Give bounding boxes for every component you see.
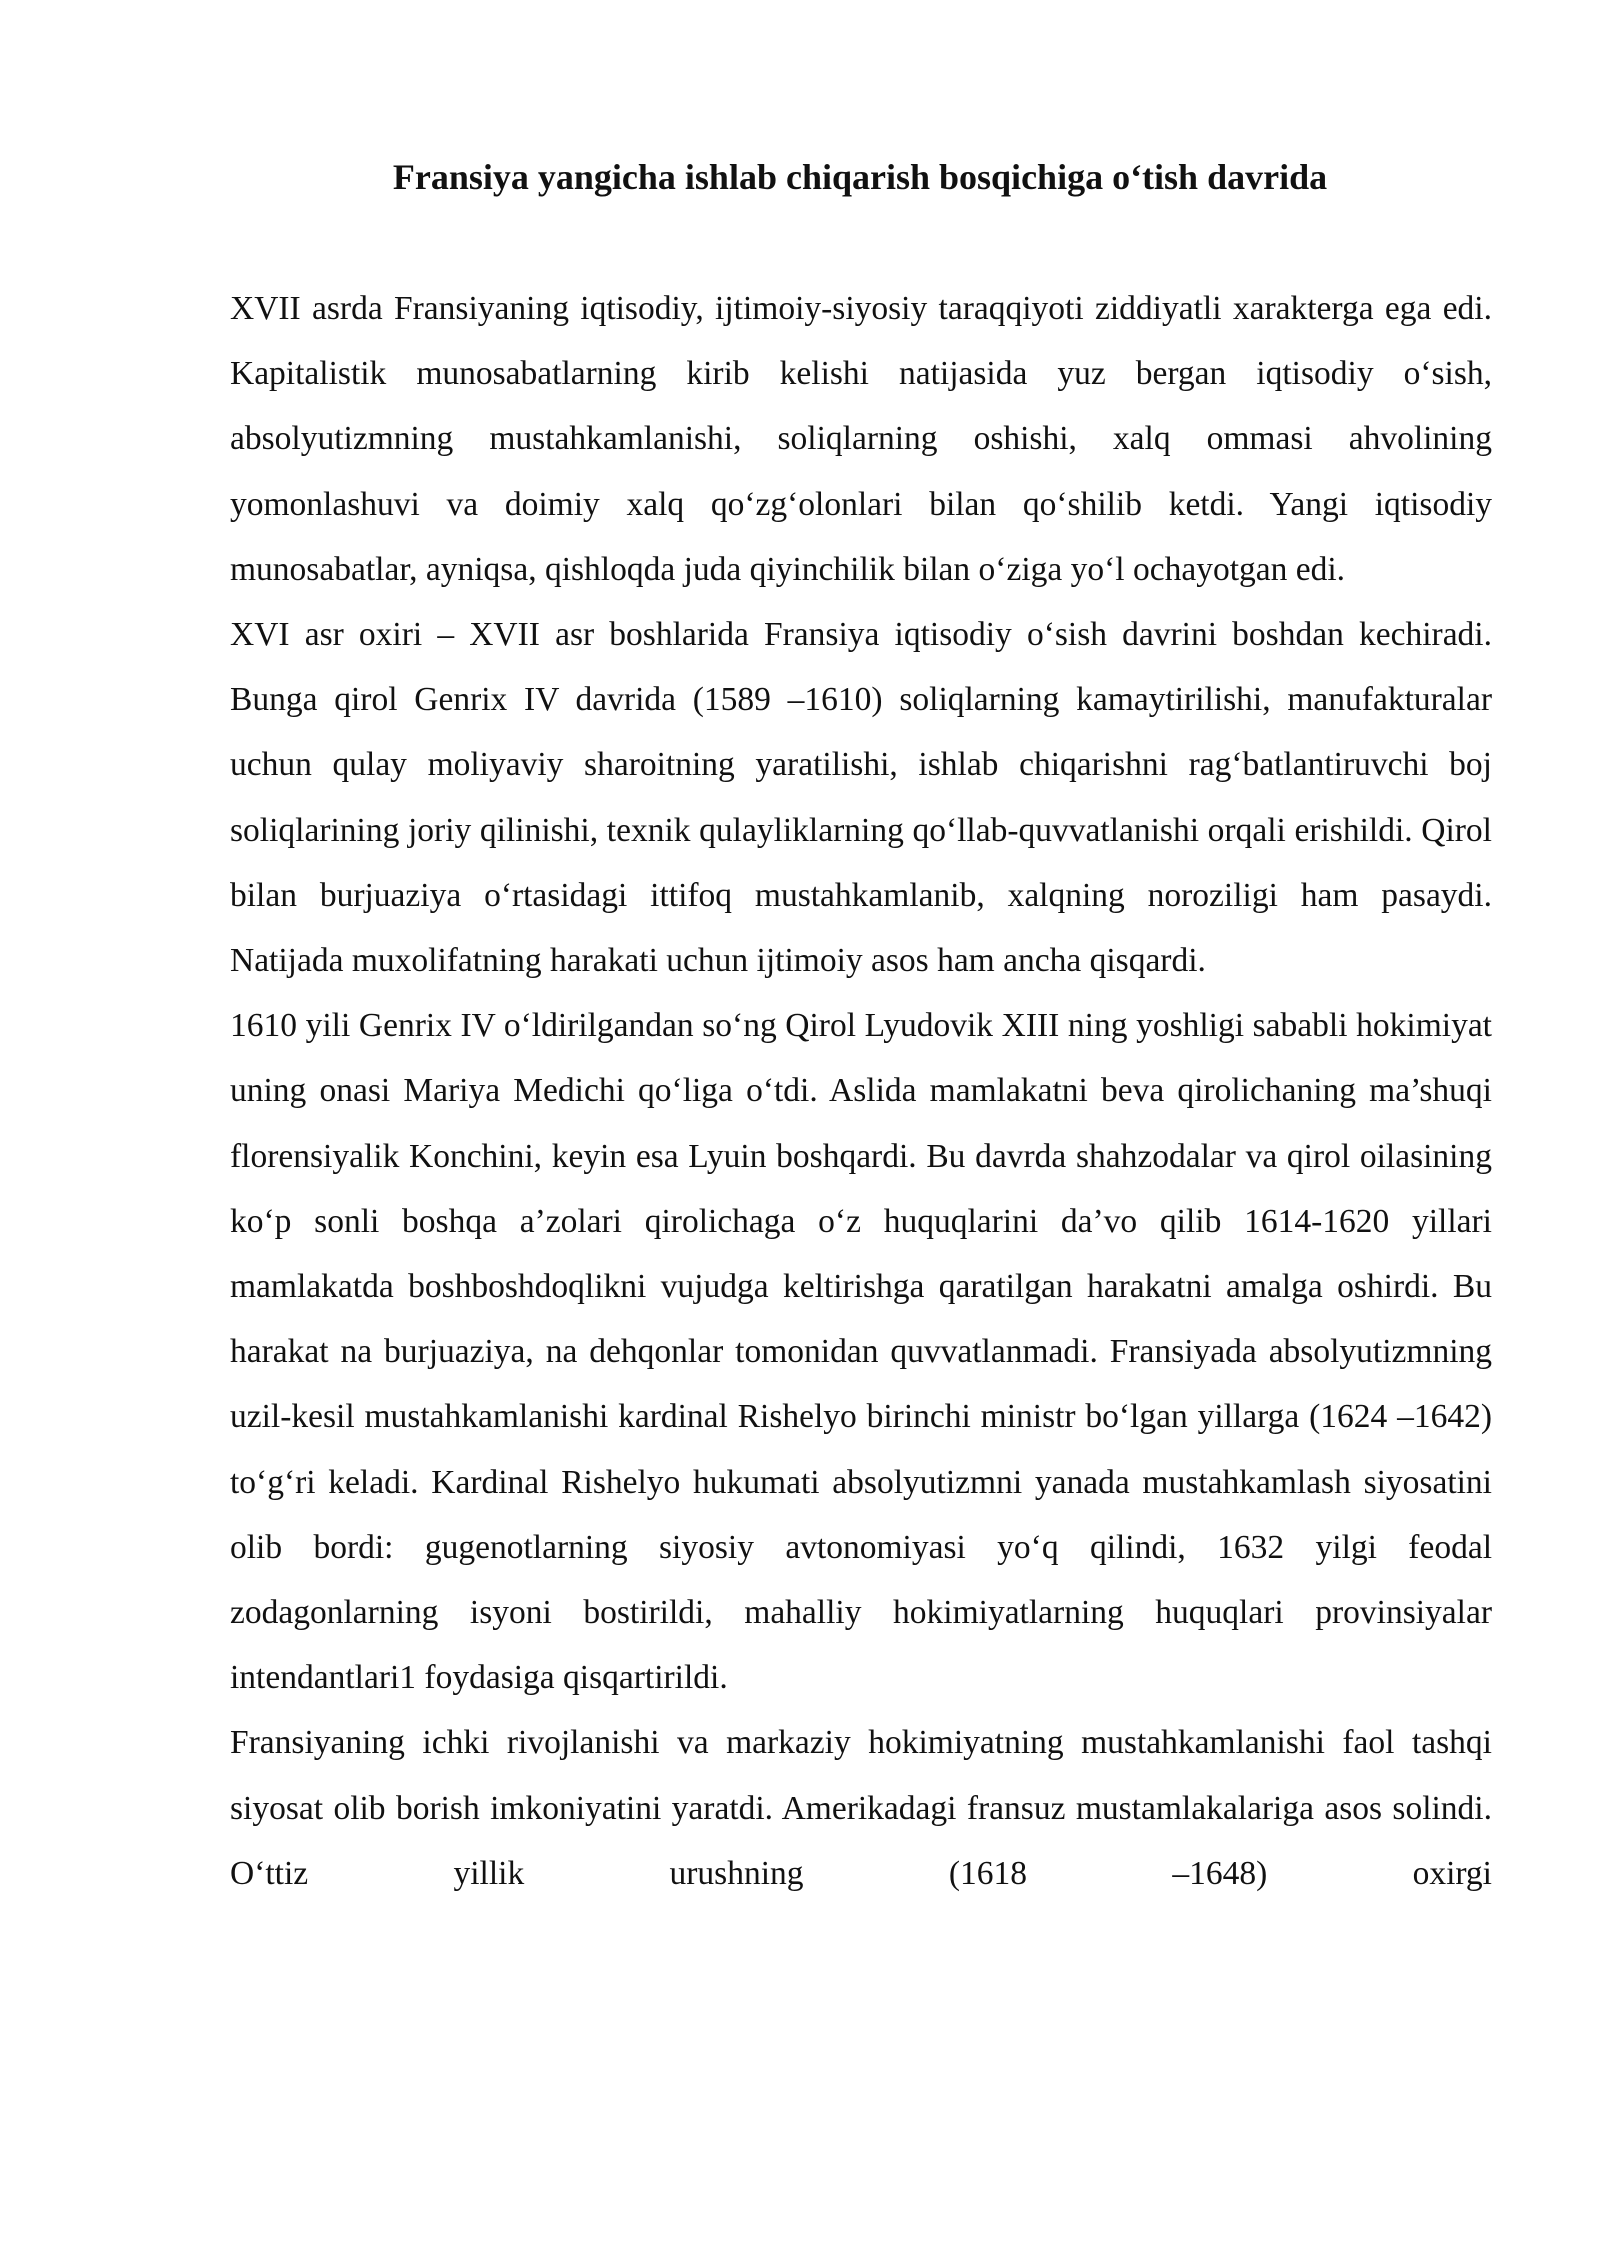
paragraph: XVII asrda Fransiyaning iqtisodiy, ijtimoiy-siyosiy taraqqiyoti ziddiyatli xarakterga ega edi. Kapitalistik munosabatlarning kirib kelishi natijasida yuz bergan iqtisodiy o‘sish, absolyutizmning mustahkamlanishi, soliqlarning oshishi, xalq ommasi ahvolining yomonlashuvi va doimiy xalq qo‘zg‘olonlari bilan qo‘shilib ketdi. Yangi iqtisodiy munosabatlar, ayniqsa, qishloqda juda qiyinchilik bilan o‘ziga yo‘l ochayotgan edi. <box>230 290 1492 588</box>
paragraph: 1610 yili Genrix IV o‘ldirilgandan so‘ng Qirol Lyudovik XIII ning yoshligi sababli hokimiyat uning onasi Mariya Medichi qo‘liga o‘tdi. Aslida mamlakatni beva qirolichaning ma’shuqi florensiyalik Konchini, keyin esa Lyuin boshqardi. Bu davrda shahzodalar va qirol oilasining ko‘p sonli boshqa a’zolari qirolichaga o‘z huquqlarini da’vo qilib 1614-1620 yillari mamlakatda boshboshdoqlikni vujudga keltirishga qaratilgan harakatni amalga oshirdi. Bu harakat na burjuaziya, na dehqonlar tomonidan quvvatlanmadi. Fransiyada absolyutizmning uzil-kesil mustahkamlanishi kardinal Rishelyo birinchi ministr bo‘lgan yillarga (1624 –1642) to‘g‘ri keladi. Kardinal Rishelyo hukumati absolyutizmni yanada mustahkamlash siyosatini olib bordi: gugenotlarning siyosiy avtonomiyasi yo‘q qilindi, 1632 yilgi feodal zodagonlarning isyoni bostirildi, mahalliy hokimiyatlarning huquqlari provinsiyalar intendantlari1 foydasiga qisqartirildi. <box>230 1007 1492 1697</box>
paragraph: XVI asr oxiri – XVII asr boshlarida Fransiya iqtisodiy o‘sish davrini boshdan kechiradi. Bunga qirol Genrix IV davrida (1589 –1610) soliqlarning kamaytirilishi, manufakturalar uchun qulay moliyaviy sharoitning yaratilishi, ishlab chiqarishni rag‘batlantiruvchi boj soliqlarining joriy qilinishi, texnik qulayliklarning qo‘llab-quvvatlanishi orqali erishildi. Qirol bilan burjuaziya o‘rtasidagi ittifoq mustahkamlanib, xalqning noroziligi ham pasaydi. Natijada muxolifatning harakati uchun ijtimoiy asos ham ancha qisqardi. <box>230 616 1492 980</box>
document-body <box>230 276 1492 1906</box>
document-title: Fransiya yangicha ishlab chiqarish bosqichiga o‘tish davrida <box>392 157 1328 197</box>
paragraph: Fransiyaning ichki rivojlanishi va markaziy hokimiyatning mustahkamlanishi faol tashqi siyosat olib borish imkoniyatini yaratdi. Amerikadagi fransuz mustamlakalariga asos solindi. O‘ttiz yillik urushning (1618 –1648) oxirgi <box>230 1724 1492 1892</box>
